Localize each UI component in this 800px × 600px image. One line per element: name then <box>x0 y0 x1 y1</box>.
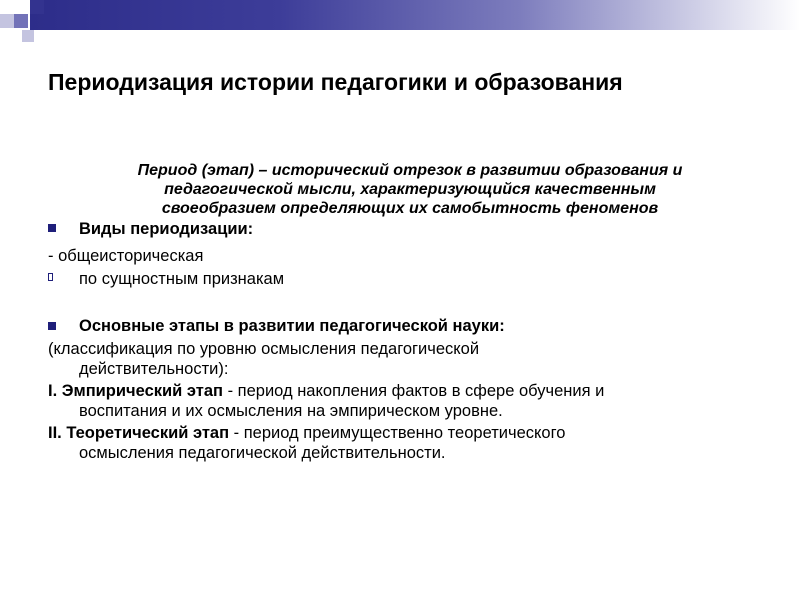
type-item-essential: по сущностным признакам <box>79 270 285 288</box>
header-square-light <box>0 14 14 28</box>
slide-title: Периодизация истории педагогики и образования <box>48 69 623 95</box>
period-definition <box>60 161 760 218</box>
stages-heading: Основные этапы в развитии педагогической науки: <box>79 317 505 335</box>
definition-line: своеобразием определяющих их самобытность феноменов <box>161 200 659 217</box>
stage-empirical-desc: - период накопления фактов в сфере обучения и <box>223 382 605 400</box>
stages-classification <box>48 339 748 379</box>
stage-empirical <box>48 381 748 421</box>
stage-theoretical-desc-cont: осмысления педагогической действительности. <box>79 444 446 462</box>
types-heading: Виды периодизации: <box>79 220 254 238</box>
header-square-mid <box>14 14 28 28</box>
definition-line: Период (этап) – исторический отрезок в развитии образования и <box>137 162 683 179</box>
stage-theoretical-name: II. Теоретический этап <box>48 424 230 442</box>
header-square-dark <box>30 0 44 14</box>
header-square-small <box>22 30 34 42</box>
header-band <box>0 0 800 30</box>
type-item-general: - общеисторическая <box>48 247 204 265</box>
square-bullet-icon <box>48 224 56 232</box>
classification-line: (классификация по уровню осмысления педагогической <box>48 340 480 358</box>
stage-empirical-name: I. Эмпирический этап <box>48 382 223 400</box>
stage-empirical-desc-cont: воспитания и их осмысления на эмпирическом уровне. <box>79 402 503 420</box>
stage-theoretical <box>48 423 748 463</box>
hollow-bullet-icon <box>48 273 53 281</box>
stage-theoretical-desc: - период преимущественно теоретического <box>229 424 566 442</box>
classification-line: действительности): <box>79 360 229 378</box>
definition-line: педагогической мысли, характеризующийся качественным <box>164 181 656 198</box>
square-bullet-icon <box>48 322 56 330</box>
